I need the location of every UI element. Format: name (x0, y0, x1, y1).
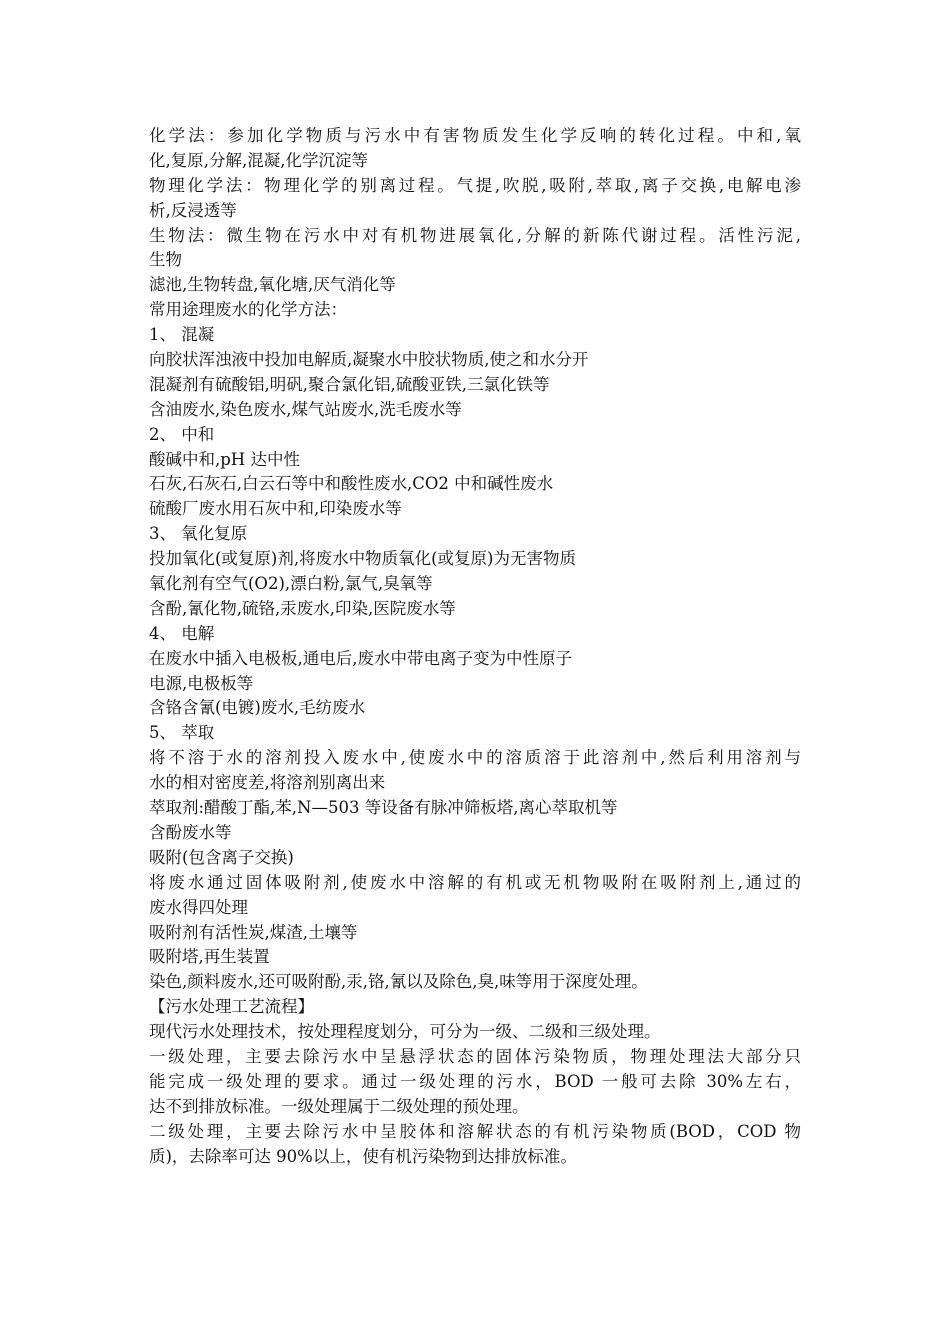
text-line: 现代污水处理技术，按处理程度划分，可分为一级、二级和三级处理。 (149, 1022, 661, 1042)
text-line: 化学法：参加化学物质与污水中有害物质发生化学反响的转化过程。中和,氧 (149, 126, 801, 145)
text-line: 常用途理废水的化学方法： (149, 300, 347, 320)
text-line: 萃取剂:醋酸丁酯,苯,N—503 等设备有脉冲筛板塔,离心萃取机等 (149, 798, 618, 818)
text-line: 石灰,石灰石,白云石等中和酸性废水,CO2 中和碱性废水 (149, 474, 554, 494)
text-line: 4、 电解 (149, 623, 215, 643)
text-line: 吸附塔,再生装置 (149, 947, 270, 967)
text-line: 混凝剂有硫酸铝,明矾,聚合氯化铝,硫酸亚铁,三氯化铁等 (149, 374, 550, 394)
text-line: 5、 萃取 (149, 723, 215, 743)
text-line: 含油废水,染色废水,煤气站废水,洗毛废水等 (149, 399, 462, 419)
text-line: 在废水中插入电极板,通电后,废水中带电离子变为中性原子 (149, 648, 572, 668)
text-line: 1、 混凝 (149, 325, 215, 345)
text-line: 向胶状浑浊液中投加电解质,凝聚水中胶状物质,使之和水分开 (149, 350, 589, 370)
text-line: 废水得四处理 (149, 897, 248, 917)
text-line: 3、 氧化复原 (149, 524, 248, 544)
text-line: 【污水处理工艺流程】 (149, 997, 314, 1017)
text-line: 投加氧化(或复原)剂,将废水中物质氧化(或复原)为无害物质 (149, 549, 576, 569)
text-line: 化,复原,分解,混凝,化学沉淀等 (149, 150, 368, 170)
text-line: 含酚,氰化物,硫铬,汞废水,印染,医院废水等 (149, 598, 456, 618)
text-line: 滤池,生物转盘,氧化塘,厌气消化等 (149, 275, 396, 295)
text-line: 酸碱中和,pH 达中性 (149, 449, 300, 469)
text-line: 析,反浸透等 (149, 200, 237, 220)
text-line: 含铬含氰(电镀)废水,毛纺废水 (149, 698, 366, 718)
text-line: 染色,颜料废水,还可吸附酚,汞,铬,氰以及除色,臭,味等用于深度处理。 (149, 972, 648, 992)
text-line: 含酚废水等 (149, 822, 232, 842)
text-line: 一级处理，主要去除污水中呈悬浮状态的固体污染物质，物理处理法大部分只 (149, 1046, 801, 1066)
document-page (149, 124, 801, 1169)
text-line: 将不溶于水的溶剂投入废水中,使废水中的溶质溶于此溶剂中,然后利用溶剂与 (149, 748, 801, 768)
text-line: 吸附剂有活性炭,煤渣,土壤等 (149, 922, 358, 942)
text-line: 物理化学法：物理化学的别离过程。气提,吹脱,吸附,萃取,离子交换,电解电渗 (149, 175, 801, 195)
text-line: 二级处理，主要去除污水中呈胶体和溶解状态的有机污染物质(BOD，COD 物 (149, 1121, 801, 1141)
text-line: 将废水通过固体吸附剂,使废水中溶解的有机或无机物吸附在吸附剂上,通过的 (149, 872, 801, 892)
text-line: 能完成一级处理的要求。通过一级处理的污水，BOD 一般可去除 30%左右， (149, 1071, 801, 1091)
text-line: 生物 (149, 250, 182, 270)
text-line: 生物法：微生物在污水中对有机物进展氧化,分解的新陈代谢过程。活性污泥, (149, 225, 801, 245)
text-line: 2、 中和 (149, 424, 215, 444)
text-line: 水的相对密度差,将溶剂别离出来 (149, 773, 386, 793)
text-line: 氧化剂有空气(O2),漂白粉,氯气,臭氧等 (149, 574, 433, 594)
text-line: 达不到排放标准。一级处理属于二级处理的预处理。 (149, 1096, 529, 1116)
text-line: 电源,电极板等 (149, 673, 254, 693)
text-line: 硫酸厂废水用石灰中和,印染废水等 (149, 499, 402, 519)
text-line: 吸附(包含离子交换) (149, 847, 294, 867)
text-line: 质)，去除率可达 90%以上，使有机污染物到达排放标准。 (149, 1146, 577, 1166)
